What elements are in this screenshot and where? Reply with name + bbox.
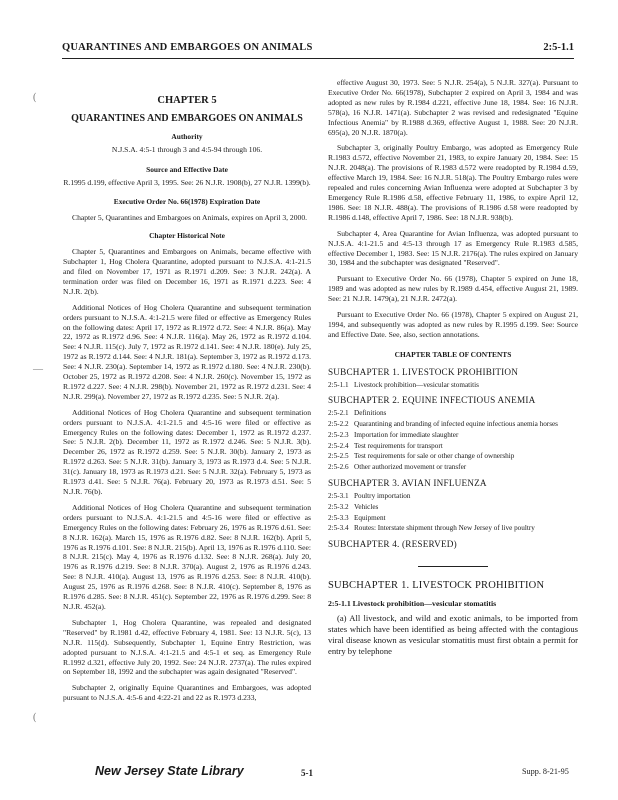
historical-paragraph: Subchapter 2, originally Equine Quarantines and Embargoes, was adopted pursuant to N.J.S.A. 4:5-6 and 4:22-21 and 22 as R.1973 d.233, xyxy=(63,683,311,703)
toc-subchapter-3: SUBCHAPTER 3. AVIAN INFLUENZA xyxy=(328,478,487,489)
toc-subchapter-4: SUBCHAPTER 4. (RESERVED) xyxy=(328,539,457,550)
historical-paragraph: Chapter 5, Quarantines and Embargoes on Animals, became effective with Subchapter 1, Hog Cholera Quarantine, adopted pursuant to N.J.S.A. 4:1-21.5 and filed on November 17, 1971 as R.1971 d.209. See: 3 N.J.R. 242(a). A termination order was filed on December 16, 1971 as R.1971 d.223. See: 4 N.J.R. 2(b). xyxy=(63,247,311,296)
historical-note-heading: Chapter Historical Note xyxy=(149,231,225,241)
toc-item: 2:5-2.6 Other authorized movement or transfer xyxy=(328,463,467,472)
scan-mark: — xyxy=(33,364,43,375)
authority-heading: Authority xyxy=(171,131,203,141)
historical-paragraph: Subchapter 3, originally Poultry Embargo, was adopted as Emergency Rule R.1983 d.572, effective November 21, 1983, to expire January 20, 1984. See: 15 N.J.R. 2048(a). The provisions of R.1983 d.572 were readopted by R.1984 d.59, effective March 19, 1984. See: 16 N.J.R. 518(a). The Poultry Embargo rules were repealed and rules concerning Avian Influenza were adopted at Subchapter 3 by Emergency Rule R.1986 d.58, effective February 11, 1986, to expire April 12, 1986. See: 18 N.J.R. 488(a). The provisions of R.1986 d.58 were readopted by R.1986 d.148, effective April 7, 1986. See: 18 N.J.R. 938(b). xyxy=(328,143,578,222)
subchapter-heading: SUBCHAPTER 1. LIVESTOCK PROHIBITION xyxy=(328,580,545,592)
supplement-date: Supp. 8-21-95 xyxy=(522,767,569,776)
toc-item: 2:5-2.1 Definitions xyxy=(328,409,387,418)
historical-paragraph: Additional Notices of Hog Cholera Quarantine and subsequent termination orders pursuant to N.J.S.A. 4:1-21.5 and 4:5-16 were filed or effective as Emergency Rules on the following dates: February 26, 1976 as R.1976 d.61. See: 8 N.J.R. 162(a). March 15, 1976 as R.1976 d.82. See: 8 N.J.R. 162(b). April 5, 1976 as R.1976 d.101. See: 8 N.J.R. 215(b). April 13, 1976 as R.1976 d.110. See: 8 N.J.R. 215(c). May 4, 1976 as R.1976 d.132. See: 8 N.J.R. 268(a). July 20, 1976 as R.1976 d.219. See: 8 N.J.R. 370(a). August 2, 1976 as R.1976 d.243. See: 8 N.J.R. 410(a). August 13, 1976 as R.1976 d.253. See: 8 N.J.R. 410(b). August 25, 1976 as R.1976 d.268. See: 8 N.J.R. 410(c). September 8, 1976 as R.1976 d.285. See: 8 N.J.R. 451(c). September 22, 1976 as R.1976 d.299. See: 8 N.J.R. 452(a). xyxy=(63,502,311,611)
toc-item: 2:5-2.2 Quarantining and branding of infected equine infectious anemia horses xyxy=(328,420,558,429)
left-column xyxy=(63,78,311,709)
chapter-title: QUARANTINES AND EMBARGOES ON ANIMALS xyxy=(71,112,303,124)
historical-paragraph: Subchapter 4, Area Quarantine for Avian Influenza, was adopted pursuant to N.J.S.A. 4:1-21.5 and 4:5-13 through 17 as Emergency Rule R.1983 d.585, effective December 1, 1983. See: 15 N.J.R. 2176(a). The rules expired on January 30, 1984 and the subchapter was designated "Reserved". xyxy=(328,228,578,268)
historical-paragraph: Subchapter 1, Hog Cholera Quarantine, was repealed and designated "Reserved" by R.1981 d.42, effective February 4, 1981. See: 13 N.J.R. 5(c), 13 N.J.R. 115(d). Subsequently, Subchapter 1, Equine Entry Restriction, was adopted pursuant to N.J.S.A. 4:1-21.5 and 4:5-1 et seq. as Emergency Rule R.1992 d.321, effective July 20, 1992. See: 24 N.J.R. 2737(a). The rules expired on September 18, 1992 and the subchapter was again designated "Reserved". xyxy=(63,617,311,677)
exec-order-text: Chapter 5, Quarantines and Embargoes on Animals, expires on April 3, 2000. xyxy=(72,213,308,223)
header-title: QUARANTINES AND EMBARGOES ON ANIMALS xyxy=(62,42,313,53)
right-column xyxy=(328,78,578,664)
toc-item: 2:5-3.2 Vehicles xyxy=(328,502,379,511)
authority-text: N.J.S.A. 4:5-1 through 3 and 4:5-94 through 106. xyxy=(111,144,263,154)
section-heading: 2:5-1.1 Livestock prohibition—vesicular stomatitis xyxy=(328,598,497,608)
running-header xyxy=(62,42,574,59)
toc-item: 2:5-2.3 Importation for immediate slaughter xyxy=(328,430,459,439)
toc-heading: CHAPTER TABLE OF CONTENTS xyxy=(394,349,512,359)
toc-subchapter-2: SUBCHAPTER 2. EQUINE INFECTIOUS ANEMIA xyxy=(328,395,536,406)
toc-subchapter-1: SUBCHAPTER 1. LIVESTOCK PROHIBITION xyxy=(328,366,519,377)
toc-item: 2:5-3.4 Routes: Interstate shipment through New Jersey of live poultry xyxy=(328,524,535,533)
header-section-number: 2:5-1.1 xyxy=(543,42,574,53)
scan-mark: ( xyxy=(33,712,37,723)
toc-item: 2:5-2.5 Test requirements for sale or other change of ownership xyxy=(328,452,515,461)
source-text: R.1995 d.199, effective April 3, 1995. See: 26 N.J.R. 1908(b), 27 N.J.R. 1399(b). xyxy=(63,177,311,187)
historical-paragraph: effective August 30, 1973. See: 5 N.J.R. 254(a), 5 N.J.R. 327(a). Pursuant to Executive Order No. 66(1978), Subchapter 2 expired on April 3, 1984 and was adopted as new rules by R.1984 d.221, effective June 18, 1984. See: 16 N.J.R. 578(a), 16 N.J.R. 1471(a). Subchapter 2 was revised and redesignated "Equine Infectious Anemia" by R.1988 d.369, effective August 1, 1988. See: 20 N.J.R. 695(a), 20 N.J.R. 1870(a). xyxy=(328,78,578,137)
historical-paragraph: Additional Notices of Hog Cholera Quarantine and subsequent termination orders pursuant to N.J.S.A. 4:1-21.5 were filed or effective as Emergency Rules on the following dates: April 17, 1972 as R.1972 d.72. See: 4 N.J.R. 86(a). May 22, 1972 as R.1972 d.96. See: 4 N.J.R. 116(a). May 26, 1972 as R.1972 d.104. See: 4 N.J.R. 115(c). July 7, 1972 as R.1972 d.141. See: 4 N.J.R. 180(e). July 25, 1972 as R.1972 d.144. See: 4 N.J.R. 181(a). September 3, 1972 as R.1972 d.173. See: 4 N.J.R. 230(a). September 14, 1972 as R.1972 d.180. See: 4 N.J.R. 230(b). October 25, 1972 as R.1972 d.208. See: 4 N.J.R. 260(c). November 15, 1972 as R.1972 d.227. See: 4 N.J.R. 298(b). November 21, 1972 as R.1972 d.231. See: 4 N.J.R. 299(a). November 27, 1972 as R.1972 d.235. See: 5 N.J.R. 2(a). xyxy=(63,302,311,401)
historical-paragraph: Pursuant to Executive Order No. 66 (1978), Chapter 5 expired on August 21, 1994, and subsequently was adopted as new rules by R.1995 d.199. See: Source and Effective Date. See, also, section annotations. xyxy=(328,310,578,339)
exec-order-heading: Executive Order No. 66(1978) Expiration Date xyxy=(113,197,261,207)
historical-paragraph: Pursuant to Executive Order No. 66 (1978), Chapter 5 expired on June 18, 1989 and was adopted as new rules by R.1989 d.454, effective August 21, 1989. See: 21 N.J.R. 1479(a), 21 N.J.R. 2472(a). xyxy=(328,274,578,304)
toc-item: 2:5-3.1 Poultry importation xyxy=(328,491,411,500)
source-heading: Source and Effective Date xyxy=(146,164,228,174)
chapter-number: CHAPTER 5 xyxy=(157,95,217,106)
section-body: (a) All livestock, and wild and exotic animals, to be imported from states which have been identified as being affected with the contagious viral disease known as vesicular stomatitis must first obtain a permit for entry by telephone xyxy=(328,612,578,657)
scan-mark: ( xyxy=(33,92,37,103)
historical-paragraph: Additional Notices of Hog Cholera Quarantine and subsequent termination orders pursuant to N.J.S.A. 4:1-21.5 and 4:5-16 were filed or effective as Emergency Rules on the following dates: December 1, 1972 as R.1972 d.237. See: 5 N.J.R. 2(b). December 11, 1972 as R.1972 d.246. See: 5 N.J.R. 3(b). December 26, 1972 as R.1972 d.259. See: 5 N.J.R. 30(b). January 2, 1973 as R.1972 d.263. See: 5 N.J.R. 31(b). January 3, 1973 as R.1973 d.4. See: 5 N.J.R. 31(c). January 18, 1973 as R.1973 d.21. See: 5 N.J.R. 32(a). February 5, 1973 as R.1973 d.41. See: 5 N.J.R. 76(a). February 20, 1973 as R.1973 d.51. See: 5 N.J.R. 76(b). xyxy=(63,407,311,496)
toc-item: 2:5-2.4 Test requirements for transport xyxy=(328,441,443,450)
section-divider xyxy=(418,566,488,567)
page-number: 5-1 xyxy=(301,768,313,778)
toc-item: 2:5-3.3 Equipment xyxy=(328,513,386,522)
toc-item: 2:5-1.1 Livestock prohibition—vesicular stomatitis xyxy=(328,380,479,389)
library-stamp: New Jersey State Library xyxy=(95,764,244,778)
